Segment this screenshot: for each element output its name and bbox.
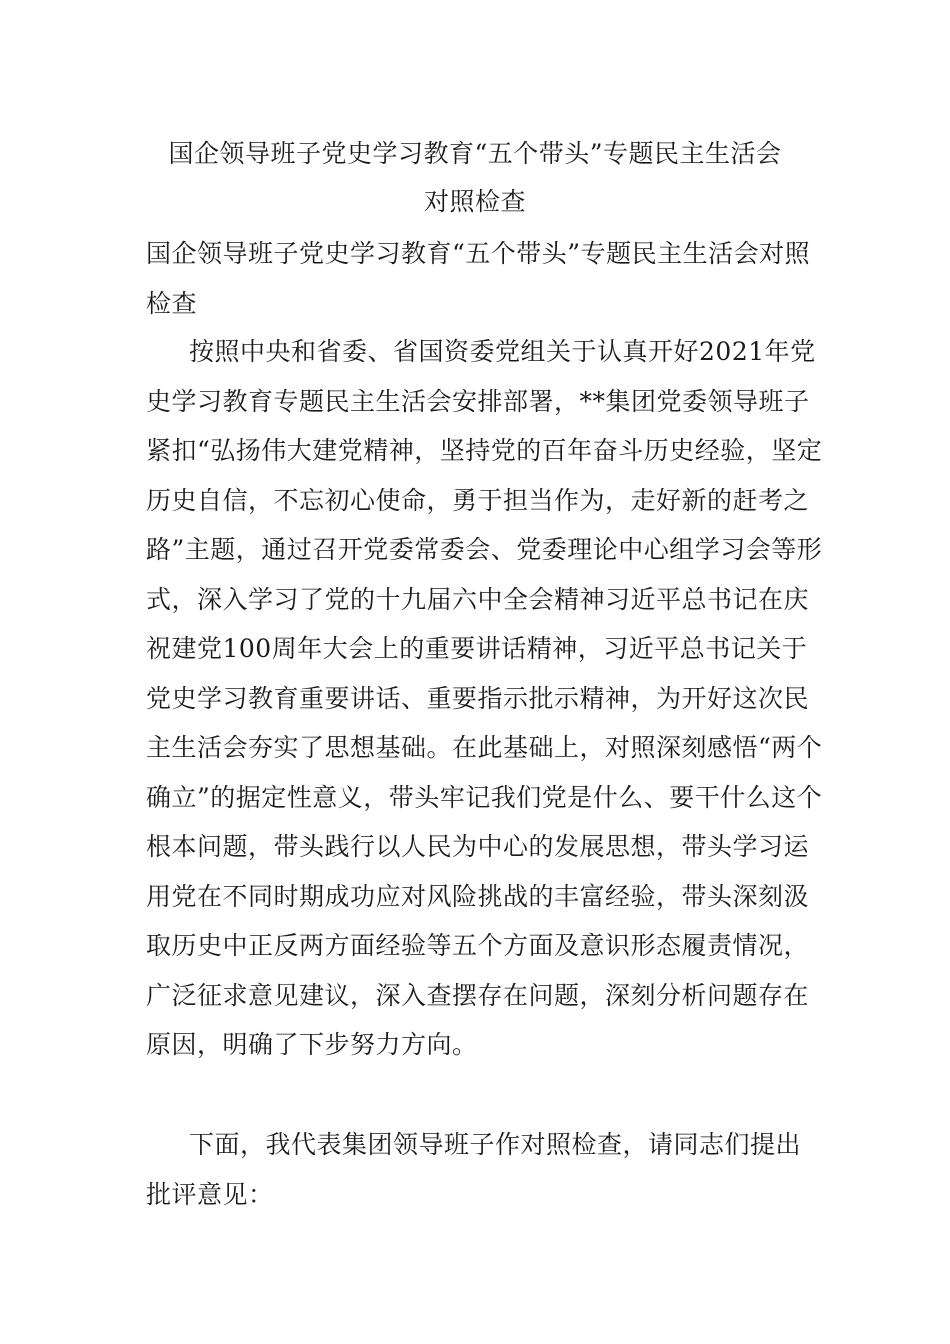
paragraph-text: 按照中央和省委、省国资委党组关于认真开好2021年党史学习教育专题民主生活会安排部署，**集团党委领导班子紧扣“弘扬伟大建党精神，坚持党的百年奋斗历史经验，坚定历史自信，不忘初心使命，勇于担当作为，走好新的赶考之路”主题，通过召开党委常委会、党委理论中心组学习会等形式，深入学习了党的十九届六中全会精神习近平总书记在庆祝建党100周年大会上的重要讲话精神，习近平总书记关于党史学习教育重要讲话、重要指示批示精神，为开好这次民主生活会夯实了思想基础。在此基础上，对照深刻感悟“两个确立”的据定性意义，带头牢记我们党是什么、要干什么这个根本问题，带头践行以人民为中心的发展思想，带头学习运用党在不同时期成功应对风险挑战的丰富经验，带头深刻汲取历史中正反两方面经验等五个方面及意识形态履责情况，广泛征求意见建议，深入查摆存在问题，深刻分析问题存在原因，明确了下步努力方向。	[146, 337, 823, 1059]
document-title-line-1: 国企领导班子党史学习教育“五个带头”专题民主生活会	[168, 139, 782, 168]
body-paragraph-2	[146, 1120, 826, 1219]
document-title-line-2: 对照检查	[423, 187, 526, 216]
body-paragraph-1	[146, 327, 826, 1070]
paragraph-text: 下面，我代表集团领导班子作对照检查，请同志们提出批评意见：	[146, 1130, 802, 1209]
repeated-heading: 国企领导班子党史学习教育“五个带头”专题民主生活会对照检查	[146, 239, 811, 318]
